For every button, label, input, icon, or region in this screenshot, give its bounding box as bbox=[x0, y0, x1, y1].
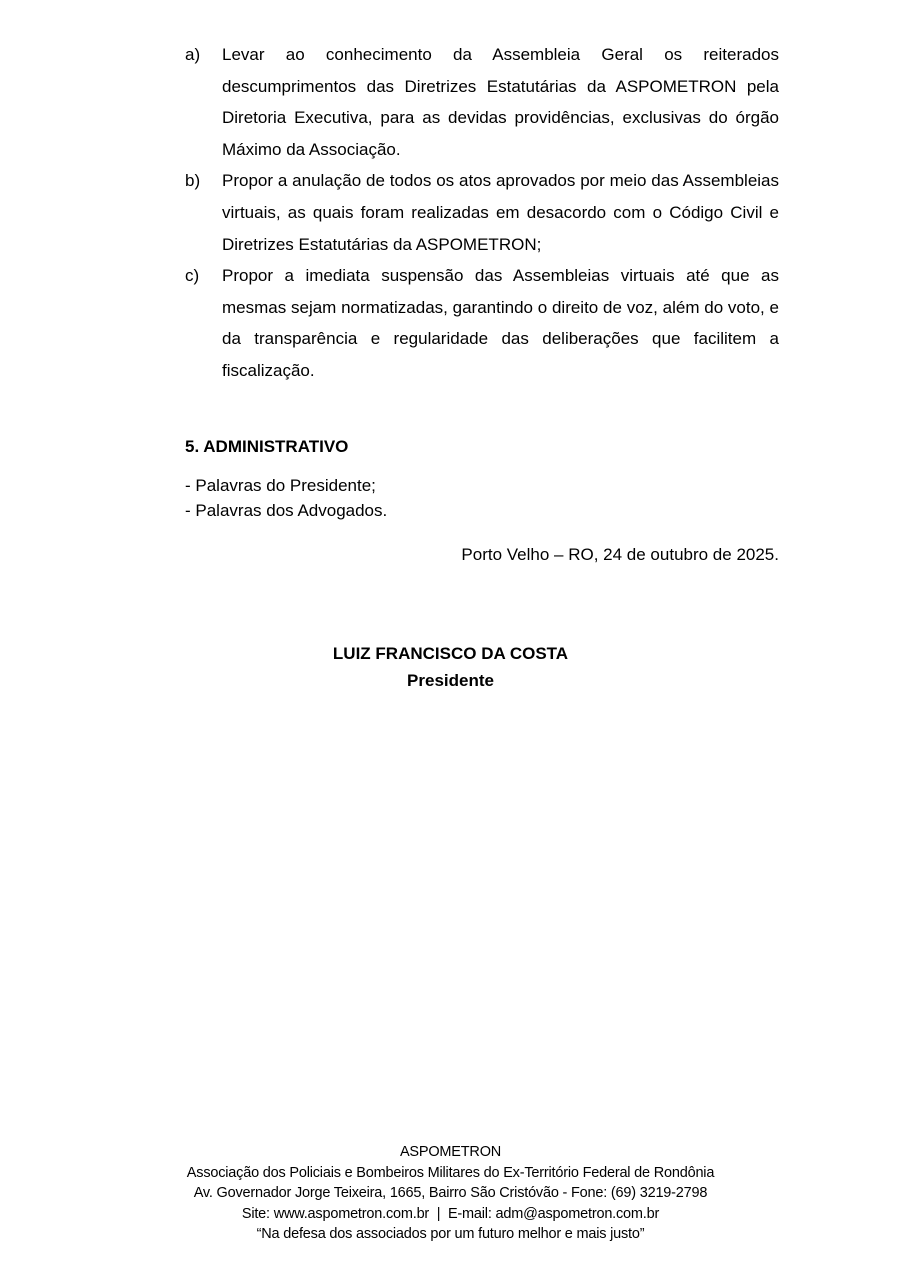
footer-association-line: Associação dos Policiais e Bombeiros Militares do Ex-Território Federal de Rondônia bbox=[186, 1164, 715, 1181]
list-item-c bbox=[185, 260, 779, 386]
signatory-name: LUIZ FRANCISCO DA COSTA bbox=[332, 644, 569, 663]
list-item-c-label: c) bbox=[185, 266, 200, 286]
footer-motto: “Na defesa dos associados por um futuro melhor e mais justo” bbox=[256, 1226, 645, 1242]
footer-address-line: Av. Governador Jorge Teixeira, 1665, Bairro São Cristóvão - Fone: (69) 3219-2798 bbox=[193, 1185, 708, 1201]
signature-block bbox=[0, 640, 901, 694]
signatory-title: Presidente bbox=[407, 671, 494, 690]
footer-contact-line: Site: www.aspometron.com.br | E-mail: adm@aspometron.com.br bbox=[241, 1205, 660, 1222]
resolution-list bbox=[185, 39, 779, 387]
list-item-a-label: a) bbox=[185, 45, 201, 64]
section-item-advogados: - Palavras dos Advogados. bbox=[185, 501, 388, 520]
list-item-b-label: b) bbox=[185, 171, 201, 191]
list-item-a bbox=[185, 39, 779, 165]
dateline: Porto Velho – RO, 24 de outubro de 2025. bbox=[461, 545, 779, 564]
footer-org-name: ASPOMETRON bbox=[399, 1144, 502, 1160]
page-footer bbox=[0, 1142, 901, 1245]
list-item-b bbox=[185, 165, 779, 260]
section-item-presidente: - Palavras do Presidente; bbox=[185, 476, 376, 495]
list-item-a-text: Levar ao conhecimento da Assembleia Geral os reiterados descumprimentos das Diretrizes Estatutárias da ASPOMETRON pela Diretoria Executiva, para as devidas providências, exclusivas do órgão Máximo da Associação. bbox=[222, 45, 779, 159]
list-item-c-text: Propor a imediata suspensão das Assembleias virtuais até que as mesmas sejam normatizadas, garantindo o direito de voz, além do voto, e da transparência e regularidade das deliberações que facilitem a fiscalização. bbox=[222, 266, 779, 380]
list-item-b-text: Propor a anulação de todos os atos aprovados por meio das Assembleias virtuais, as quais foram realizadas em desacordo com o Código Civil e Diretrizes Estatutárias da ASPOMETRON; bbox=[222, 171, 779, 254]
section-heading: 5. ADMINISTRATIVO bbox=[185, 437, 349, 456]
section-item-list bbox=[185, 473, 387, 523]
